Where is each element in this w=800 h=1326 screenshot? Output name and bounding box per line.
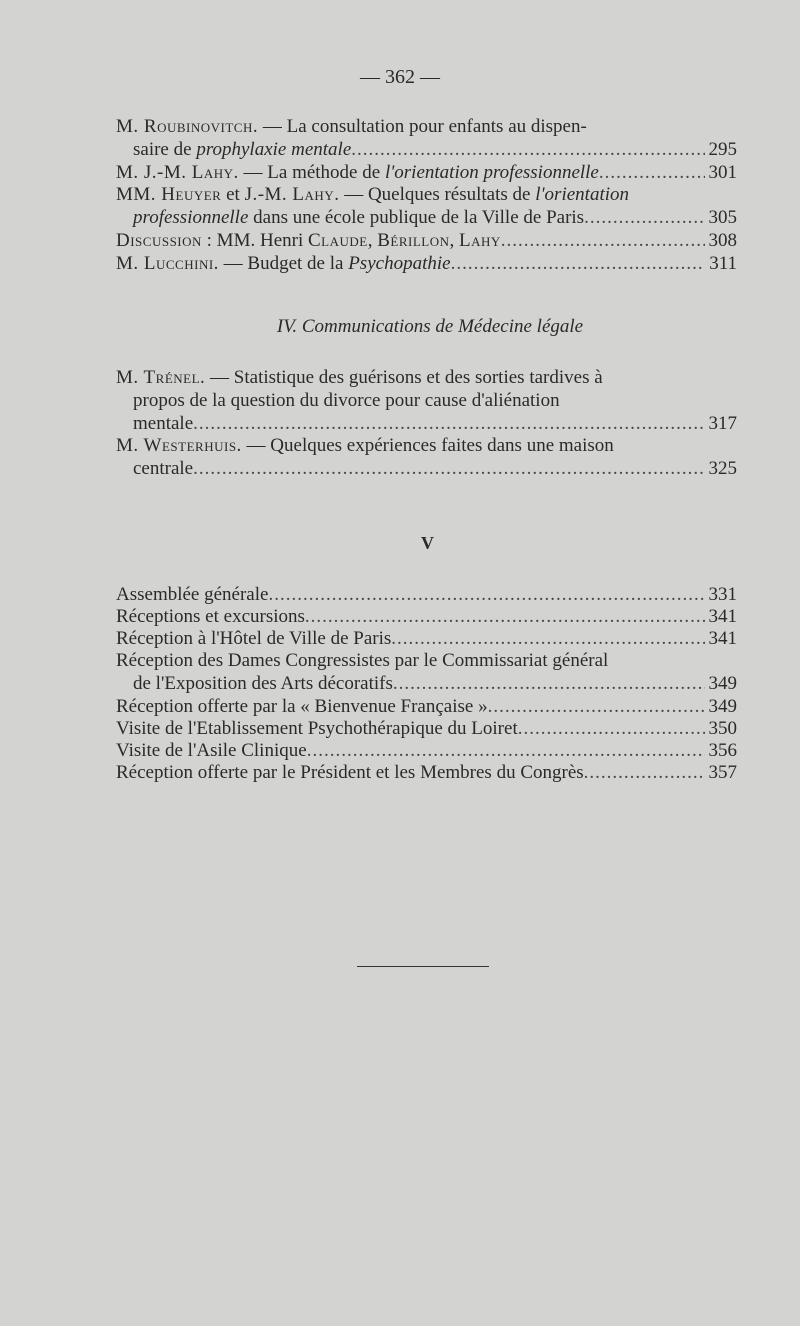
toc-page-number: 331: [708, 584, 737, 605]
toc-page-number: 341: [708, 628, 737, 649]
toc-leader-dots: [305, 606, 705, 628]
toc-leader-dots: [488, 696, 705, 718]
toc-title: centrale: [133, 458, 194, 480]
toc-entry-line: [116, 390, 737, 413]
toc-title: [116, 162, 599, 185]
toc-entry: [116, 606, 737, 628]
toc-leader-dots: [518, 718, 705, 740]
toc-author: Lahy: [459, 229, 501, 251]
toc-page-number: 317: [708, 412, 737, 434]
section-4-heading: IV. Communications de Médecine légale: [276, 316, 584, 337]
toc-entry-line: [116, 253, 737, 276]
toc-separator: —: [238, 161, 268, 183]
page-number: 362: [385, 66, 415, 88]
toc-title: [116, 230, 501, 253]
toc-title: Réception des Dames Congressistes par le Commissariat général: [116, 650, 609, 671]
toc-title: Quelques expériences faites dans une maison: [270, 435, 614, 457]
toc-entry-line: [116, 650, 737, 673]
toc-entry-line: [116, 230, 737, 253]
toc-entry: [116, 628, 737, 650]
toc-author: M. J.-M. Lahy.: [116, 161, 239, 183]
toc-leader-dots: [307, 740, 705, 762]
toc-leader-dots: [268, 584, 704, 606]
toc-author: Claude: [307, 229, 368, 251]
toc-entry: [116, 116, 737, 162]
toc-title: Réception offerte par le Président et les Membres du Congrès: [116, 761, 584, 783]
page-number-dash-left: —: [360, 66, 380, 88]
toc-entry: [116, 367, 737, 435]
toc-title: Réception offerte par la « Bienvenue Française »: [116, 695, 488, 717]
toc-entry-line: [116, 367, 737, 390]
toc-section-5: [116, 584, 737, 784]
toc-leader-dots: [391, 628, 704, 650]
toc-page-number: 325: [708, 458, 737, 480]
toc-leader-dots: [193, 413, 704, 436]
toc-separator: —: [258, 116, 287, 137]
toc-title-part: saire de: [133, 138, 197, 160]
toc-entry-line: [116, 116, 737, 139]
end-rule-divider: [357, 966, 489, 967]
toc-author: M. Trénel.: [116, 367, 206, 388]
toc-leader-dots: [393, 673, 705, 696]
toc-title: Visite de l'Etablissement Psychothérapique du Loiret: [116, 717, 518, 739]
toc-title: [116, 253, 451, 276]
toc-author: M. Westerhuis.: [116, 435, 242, 457]
toc-entry-line: [116, 162, 737, 185]
toc-page-number: 341: [708, 606, 737, 627]
toc-page-number: 357: [708, 761, 737, 783]
toc-author: M. Roubinovitch.: [116, 116, 259, 137]
toc-entry: [116, 435, 737, 481]
toc-conjunction: et: [221, 184, 245, 206]
toc-title-part: La méthode de: [267, 161, 385, 183]
toc-title-italic: l'orientation professionnelle: [384, 161, 599, 183]
toc-leader-dots: [351, 139, 704, 162]
toc-entry: [116, 253, 737, 276]
toc-entry: [116, 230, 737, 253]
toc-title: Réception à l'Hôtel de Ville de Paris: [116, 628, 392, 649]
toc-title-part: Quelques résultats de: [367, 184, 536, 206]
toc-page-number: 308: [708, 229, 737, 251]
section-5-heading: V: [421, 533, 434, 553]
toc-entry-line: [116, 139, 737, 162]
toc-leader-dots: [584, 207, 704, 230]
toc-title: mentale: [133, 412, 194, 434]
toc-entry: [116, 584, 737, 606]
toc-page-number: 305: [708, 207, 737, 229]
toc-title-part: : MM. Henri: [201, 229, 308, 251]
toc-entry-line: [116, 413, 737, 436]
toc-leader-dots: [193, 458, 704, 481]
toc-separator: —: [339, 184, 368, 206]
toc-entry: [116, 162, 737, 185]
toc-title-italic: professionnelle: [133, 207, 249, 229]
toc-separator: —: [241, 435, 271, 457]
toc-leader-dots: [599, 162, 705, 185]
page-number-dash-right: —: [420, 66, 440, 88]
toc-title: [133, 139, 351, 162]
toc-title: La consultation pour enfants au dispen-: [286, 116, 587, 137]
toc-entry-line: [116, 184, 737, 207]
toc-title: Assemblée générale: [116, 584, 269, 605]
page-number-header: [0, 66, 800, 89]
toc-comma: ,: [367, 229, 378, 251]
toc-author: M. Lucchini.: [116, 252, 219, 274]
toc-entry-line: [116, 458, 737, 481]
toc-entry: [116, 184, 737, 230]
toc-entry: [116, 718, 737, 740]
toc-section-4: [116, 367, 737, 481]
toc-title-part: dans une école publique de la Ville de Paris: [248, 207, 585, 229]
toc-author: J.-M. Lahy.: [244, 184, 340, 206]
toc-comma: ,: [449, 229, 459, 251]
toc-title-part: Budget de la: [247, 252, 349, 274]
toc-entry: [116, 740, 737, 762]
toc-entry: [116, 650, 737, 696]
toc-leader-dots: [584, 762, 705, 784]
toc-discussion-label: Discussion: [116, 229, 202, 251]
toc-page-number: 356: [708, 739, 737, 761]
toc-author: MM. Heuyer: [116, 184, 222, 206]
toc-title: [133, 207, 584, 230]
toc-title: Visite de l'Asile Clinique: [116, 739, 307, 761]
toc-title: Réceptions et excursions: [116, 606, 305, 627]
toc-title: propos de la question du divorce pour cause d'aliénation: [133, 389, 560, 411]
toc-page-number: 295: [708, 138, 737, 160]
toc-title-italic: prophylaxie mentale: [196, 138, 352, 160]
toc-page-number: 301: [708, 161, 737, 183]
toc-title-italic: l'orientation: [535, 184, 630, 206]
toc-page-number: 349: [708, 695, 737, 717]
toc-entry: [116, 696, 737, 718]
toc-separator: —: [205, 367, 234, 388]
toc-separator: —: [218, 252, 248, 274]
toc-title-italic: Psychopathie: [348, 252, 451, 274]
toc-author: Bérillon: [377, 229, 450, 251]
toc-entry-line: [116, 435, 737, 458]
toc-section-3: [116, 116, 737, 276]
toc-title: Statistique des guérisons et des sorties tardives à: [233, 367, 603, 388]
toc-title: de l'Exposition des Arts décoratifs: [133, 672, 393, 694]
toc-page-number: 311: [709, 252, 737, 274]
toc-leader-dots: [451, 253, 706, 276]
toc-entry-line: [116, 207, 737, 230]
toc-entry-line: [116, 673, 737, 696]
toc-page-number: 349: [708, 672, 737, 694]
toc-entry: [116, 762, 737, 784]
toc-page-number: 350: [708, 717, 737, 739]
toc-leader-dots: [501, 230, 705, 253]
